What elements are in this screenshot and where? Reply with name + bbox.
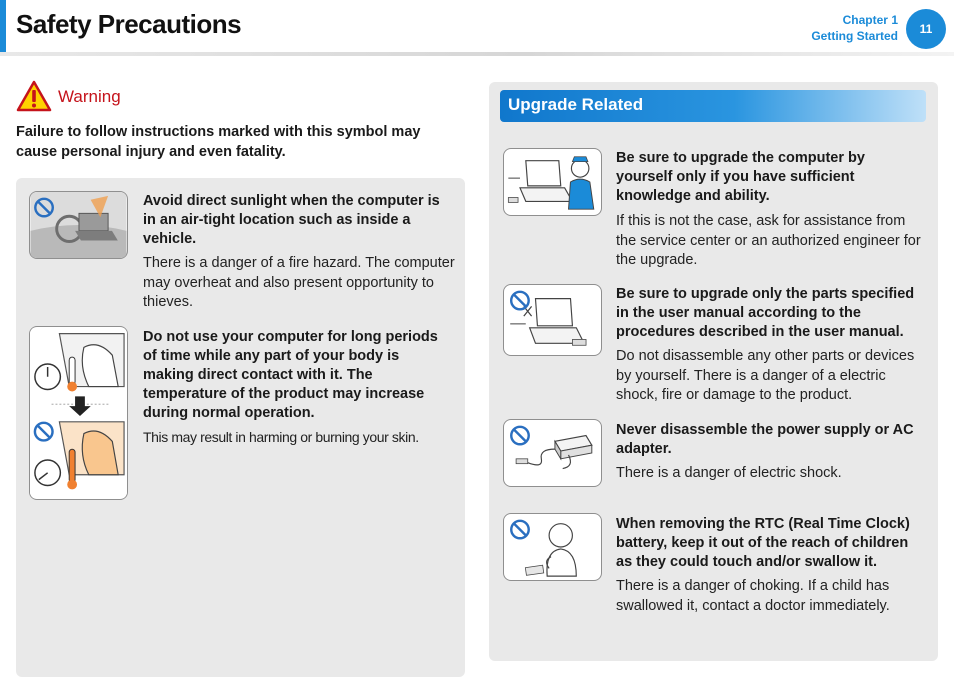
header-accent-bar (0, 0, 6, 52)
warning-description: Failure to follow instructions marked with this symbol may cause personal injury and even fatality. (16, 124, 421, 160)
warning-label: Warning (58, 87, 121, 106)
page-number-badge: 11 (906, 9, 946, 49)
header-divider (0, 52, 954, 56)
upgrade-parts-body: Do not disassemble any other parts or devices by yourself. There is a danger of a electric shock, fire or damage to the product. (616, 348, 915, 403)
body-contact-warning-title: Do not use your computer for long periods of time while any part of your body is making direct contact with it. The temperature of the product may increase during normal operation. (143, 329, 438, 421)
body-contact-heat-illustration (29, 326, 128, 500)
rtc-battery-child-illustration (503, 513, 602, 581)
ac-adapter-illustration (503, 419, 602, 487)
upgrade-parts-title: Be sure to upgrade only the parts specified in the user manual according to the procedures described in the user manual. (616, 286, 915, 340)
parts-disassembly-illustration (503, 284, 602, 356)
page-title: Safety Precautions (16, 9, 242, 39)
section-heading-upgrade: Upgrade Related (500, 90, 926, 122)
chapter-number: Chapter 1 (842, 13, 898, 27)
sunlight-warning-title: Avoid direct sunlight when the computer is in an air-tight location such as inside a vehicle. (143, 193, 440, 247)
chapter-label (811, 12, 898, 44)
upgrade-knowledge-title: Be sure to upgrade the computer by yourself only if you have sufficient knowledge and ability. (616, 150, 865, 204)
car-sunlight-illustration (29, 191, 128, 259)
rtc-battery-body: There is a danger of choking. If a child has swallowed it, contact a doctor immediately. (616, 578, 890, 614)
technician-upgrade-illustration (503, 148, 602, 216)
ac-adapter-body: There is a danger of electric shock. (616, 465, 842, 481)
body-contact-warning-body: This may result in harming or burning your skin. (143, 429, 419, 445)
chapter-section: Getting Started (811, 29, 898, 43)
rtc-battery-title: When removing the RTC (Real Time Clock) battery, keep it out of the reach of children as they could touch and/or swallow it. (616, 516, 910, 570)
sunlight-warning-body: There is a danger of a fire hazard. The computer may overheat and also present opportunity to thieves. (143, 255, 455, 310)
ac-adapter-title: Never disassemble the power supply or AC adapter. (616, 422, 914, 457)
warning-triangle-icon (16, 80, 52, 112)
upgrade-knowledge-body: If this is not the case, ask for assistance from the service center or an authorized engineer for the upgrade. (616, 213, 921, 268)
